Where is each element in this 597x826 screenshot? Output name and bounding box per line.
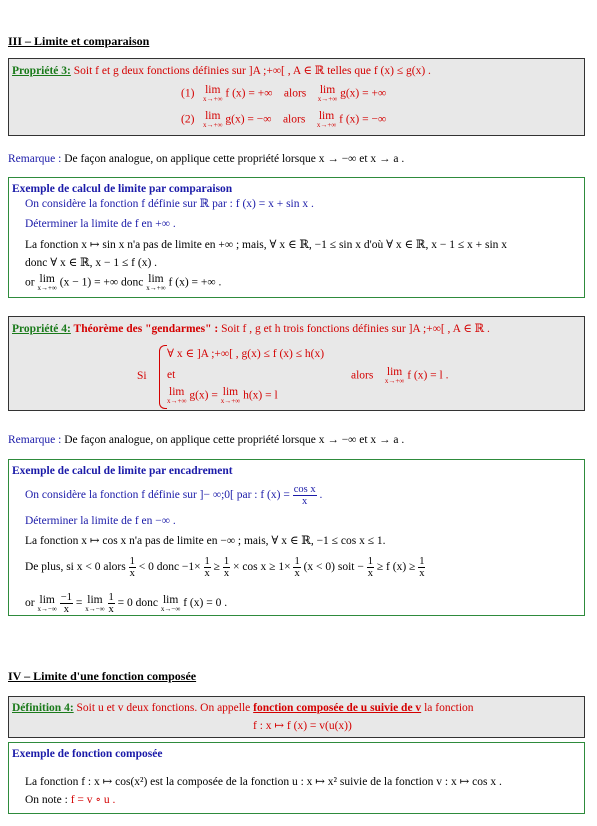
example-1-line-5: or lim x→+∞ (x − 1) = +∞ donc lim x→+∞ f (x) = +∞ . bbox=[25, 273, 222, 292]
property-3-case-2: (2) lim x→+∞ g(x) = −∞ alors lim x→+∞ f (x) = −∞ bbox=[181, 110, 387, 129]
property-4-cond-3: lim x→+∞ g(x) = lim x→+∞ h(x) = l bbox=[167, 386, 278, 405]
example-3-box bbox=[8, 742, 585, 814]
brace bbox=[159, 345, 167, 409]
example-1-title: Exemple de calcul de limite par comparaison bbox=[12, 183, 233, 195]
example-1-line-2: Déterminer la limite de f en +∞ . bbox=[25, 218, 176, 230]
property-4-box bbox=[8, 316, 585, 411]
example-2-title: Exemple de calcul de limite par encadrement bbox=[12, 465, 233, 477]
property-3-box bbox=[8, 58, 585, 136]
property-3-text: Soit f et g deux fonctions définies sur ]A ;+∞[ , A ∈ ℝ telles que f (x) ≤ g(x) . bbox=[73, 65, 431, 77]
example-2-line-1: On considère la fonction f définie sur ]− ∞;0[ par : f (x) = $\frac{\text{cos x}}{x}$ . bbox=[25, 484, 323, 507]
section-title-4: IV – Limite d'une fonction composée bbox=[8, 669, 197, 683]
definition-4-box bbox=[8, 696, 585, 738]
example-2-line-2: Déterminer la limite de f en −∞ . bbox=[25, 515, 176, 527]
example-1-box bbox=[8, 177, 585, 298]
property-3-label: Propriété 3: bbox=[12, 65, 71, 77]
definition-4-header: Définition 4: Soit u et v deux fonctions. On appelle fonction composée de u suivie de v la fonction bbox=[12, 702, 474, 714]
example-1-line-4: donc ∀ x ∈ ℝ, x − 1 ≤ f (x) . bbox=[25, 257, 158, 269]
example-2-line-4: De plus, si x < 0 alors $\frac{1}{x}$ < 0 donc −1× $\frac{1}{x}$ ≥ $\frac{1}{x}$ × cos x ≥ 1× $\frac{1}{x}$ (x < 0) soit − $\frac{1}{x}$ ≥ f (x) ≥ $\frac{1}{x}$ bbox=[25, 556, 425, 579]
example-2-line-5: or lim x→−∞ $\frac{-1}{x}$ = lim x→−∞ $\frac{1}{x}$ = 0 donc lim x→−∞ f (x) = 0 . bbox=[25, 592, 228, 615]
example-1-line-3: La fonction x ↦ sin x n'a pas de limite en +∞ ; mais, ∀ x ∈ ℝ, −1 ≤ sin x d'où ∀ x ∈ ℝ, x − 1 ≤ x + sin x bbox=[25, 239, 508, 251]
example-1-line-1: On considère la fonction f définie sur ℝ par : f (x) = x + sin x . bbox=[25, 198, 314, 210]
property-4-header: Propriété 4: Théorème des "gendarmes" : Soit f , g et h trois fonctions définies sur ]A ;+∞[ , A ∈ ℝ . bbox=[12, 323, 490, 335]
property-4-cond-1: ∀ x ∈ ]A ;+∞[ , g(x) ≤ f (x) ≤ h(x) bbox=[167, 348, 325, 360]
section-title-3: III – Limite et comparaison bbox=[8, 34, 150, 48]
example-3-line-2: On note : f = v ∘ u . bbox=[25, 794, 116, 806]
property-3-case-1: (1) lim x→+∞ f (x) = +∞ alors lim x→+∞ g(x) = +∞ bbox=[181, 84, 387, 103]
example-3-title: Exemple de fonction composée bbox=[12, 748, 163, 760]
property-4-si: Si bbox=[137, 370, 147, 382]
example-3-line-1: La fonction f : x ↦ cos(x²) est la composée de la fonction u : x ↦ x² suivie de la fonction v : x ↦ cos x . bbox=[25, 776, 502, 788]
remark-1: Remarque : De façon analogue, on applique cette propriété lorsque x → −∞ et x → a . bbox=[8, 153, 405, 165]
property-4-conclusion: alors lim x→+∞ f (x) = l . bbox=[351, 366, 449, 385]
property-4-cond-2: et bbox=[167, 369, 176, 381]
example-2-box bbox=[8, 459, 585, 616]
property-3-header bbox=[12, 64, 431, 78]
example-2-line-3: La fonction x ↦ cos x n'a pas de limite en −∞ ; mais, ∀ x ∈ ℝ, −1 ≤ cos x ≤ 1. bbox=[25, 535, 386, 547]
definition-4-formula: f : x ↦ f (x) = v(u(x)) bbox=[253, 720, 352, 732]
remark-2: Remarque : De façon analogue, on applique cette propriété lorsque x → −∞ et x → a . bbox=[8, 434, 405, 446]
